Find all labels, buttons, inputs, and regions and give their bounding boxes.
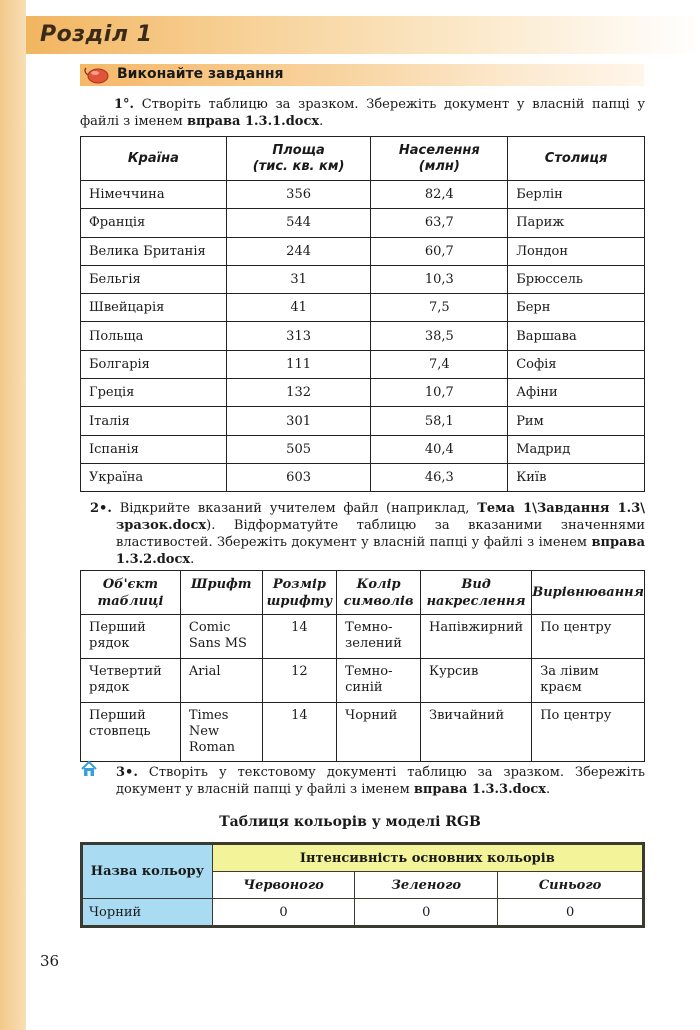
table-row — [81, 322, 645, 350]
header-area: Площа (тис. кв. км) — [226, 137, 371, 181]
task3-paragraph — [90, 764, 645, 798]
size-cell: 14 — [262, 703, 336, 762]
capital-cell: Мадрид — [508, 435, 645, 463]
color-cell: Темно-зелений — [337, 615, 421, 659]
color-cell: Темно-синій — [337, 659, 421, 703]
table-row — [81, 435, 645, 463]
header-country: Країна — [81, 137, 227, 181]
task3-number: 3•. — [116, 765, 138, 780]
align-cell: По центру — [532, 615, 645, 659]
header-capital: Столиця — [508, 137, 645, 181]
population-cell: 63,7 — [371, 209, 508, 237]
task1-text: Створіть таблицю за зразком. Збережіть документ у власній папці у файлі з іменем — [80, 97, 645, 129]
population-cell: 38,5 — [371, 322, 508, 350]
table-row — [81, 265, 645, 293]
population-cell: 40,4 — [371, 435, 508, 463]
population-cell: 10,3 — [371, 265, 508, 293]
chapter-title: Розділ 1 — [40, 22, 153, 47]
area-cell: 603 — [226, 463, 371, 491]
table-row — [81, 615, 645, 659]
task1-paragraph — [80, 96, 645, 130]
area-cell: 301 — [226, 407, 371, 435]
object-cell: Четвертий рядок — [81, 659, 181, 703]
size-cell: 14 — [262, 615, 336, 659]
header-color: Колір символів — [337, 571, 421, 615]
country-cell: Франція — [81, 209, 227, 237]
capital-cell: Лондон — [508, 237, 645, 265]
font-cell: Comic Sans MS — [180, 615, 262, 659]
font-cell: Times New Roman — [180, 703, 262, 762]
area-cell: 111 — [226, 350, 371, 378]
table-row — [81, 407, 645, 435]
table-row — [81, 350, 645, 378]
red-value-cell: 0 — [212, 899, 355, 927]
area-cell: 505 — [226, 435, 371, 463]
rgb-table-title: Таблиця кольорів у моделі RGB — [219, 814, 481, 830]
population-cell: 58,1 — [371, 407, 508, 435]
green-value-cell: 0 — [355, 899, 498, 927]
area-cell: 313 — [226, 322, 371, 350]
color-cell: Чорний — [337, 703, 421, 762]
task2-end: . — [190, 552, 195, 567]
red-header: Червоного — [212, 872, 355, 899]
task3-file: вправа 1.3.3.docx — [413, 782, 547, 797]
rgb-header-row — [82, 844, 644, 872]
capital-cell: Париж — [508, 209, 645, 237]
style-cell: Курсив — [421, 659, 532, 703]
formatting-table-header-row — [81, 571, 645, 615]
capital-cell: Берн — [508, 294, 645, 322]
population-cell: 46,3 — [371, 463, 508, 491]
task1-number: 1°. — [114, 97, 135, 112]
country-cell: Велика Британія — [81, 237, 227, 265]
task1-file: вправа 1.3.1.docx — [186, 114, 320, 129]
table-row — [81, 703, 645, 762]
task2-paragraph — [90, 500, 645, 568]
area-cell: 31 — [226, 265, 371, 293]
align-cell: За лівим краєм — [532, 659, 645, 703]
area-cell: 41 — [226, 294, 371, 322]
countries-table-header-row — [81, 137, 645, 181]
population-cell: 7,4 — [371, 350, 508, 378]
page-number: 36 — [40, 952, 60, 970]
formatting-table — [80, 570, 645, 762]
color-name-cell: Чорний — [82, 899, 213, 927]
intensity-header: Інтенсивність основних кольорів — [212, 844, 643, 872]
capital-cell: Берлін — [508, 181, 645, 209]
population-cell: 82,4 — [371, 181, 508, 209]
style-cell: Напівжирний — [421, 615, 532, 659]
green-header: Зеленого — [355, 872, 498, 899]
country-cell: Болгарія — [81, 350, 227, 378]
capital-cell: Афіни — [508, 379, 645, 407]
task1-end: . — [319, 114, 324, 129]
task2-file: вправа 1.3.2.docx — [116, 535, 645, 567]
header-object: Об'єкт таблиці — [81, 571, 181, 615]
task3-text: Створіть у текстовому документі таблицю за зразком. Збережіть документ у власній папці у файлі з іменем — [116, 765, 645, 797]
style-cell: Звичайний — [421, 703, 532, 762]
table-row — [81, 209, 645, 237]
capital-cell: Рим — [508, 407, 645, 435]
area-cell: 244 — [226, 237, 371, 265]
population-cell: 60,7 — [371, 237, 508, 265]
country-cell: Україна — [81, 463, 227, 491]
task2-path: Тема 1\Завдання 1.3\ зразок.docx — [116, 501, 645, 533]
table-row — [81, 463, 645, 491]
object-cell: Перший рядок — [81, 615, 181, 659]
country-cell: Польща — [81, 322, 227, 350]
header-font: Шрифт — [180, 571, 262, 615]
blue-value-cell: 0 — [498, 899, 644, 927]
capital-cell: Варшава — [508, 322, 645, 350]
header-population: Населення (млн) — [371, 137, 508, 181]
task-header-title: Виконайте завдання — [117, 66, 284, 82]
header-style: Вид накреслення — [421, 571, 532, 615]
area-cell: 544 — [226, 209, 371, 237]
table-row — [81, 237, 645, 265]
color-name-header: Назва кольору — [82, 844, 213, 899]
table-row — [81, 659, 645, 703]
header-align: Вирівнювання — [532, 571, 645, 615]
population-cell: 7,5 — [371, 294, 508, 322]
country-cell: Бельгія — [81, 265, 227, 293]
align-cell: По центру — [532, 703, 645, 762]
table-row — [81, 379, 645, 407]
rgb-table — [80, 842, 645, 928]
countries-table — [80, 136, 645, 492]
area-cell: 132 — [226, 379, 371, 407]
font-cell: Arial — [180, 659, 262, 703]
task3-end: . — [546, 782, 551, 797]
header-size: Розмір шрифту — [262, 571, 336, 615]
task2-text1: Відкрийте вказаний учителем файл (наприклад, — [119, 501, 470, 516]
table-row — [82, 899, 644, 927]
area-cell: 356 — [226, 181, 371, 209]
table-row — [81, 181, 645, 209]
country-cell: Іспанія — [81, 435, 227, 463]
task2-text2: ). Відформатуйте таблицю за вказаними значеннями властивостей. Збережіть документ у власній папці у файлі з іменем — [116, 518, 645, 550]
country-cell: Швейцарія — [81, 294, 227, 322]
country-cell: Німеччина — [81, 181, 227, 209]
capital-cell: Брюссель — [508, 265, 645, 293]
country-cell: Італія — [81, 407, 227, 435]
mouse-icon — [82, 65, 110, 85]
capital-cell: Київ — [508, 463, 645, 491]
table-row — [81, 294, 645, 322]
country-cell: Греція — [81, 379, 227, 407]
task2-number: 2•. — [90, 501, 112, 516]
page-edge-strip — [0, 0, 26, 1030]
size-cell: 12 — [262, 659, 336, 703]
object-cell: Перший стовпець — [81, 703, 181, 762]
blue-header: Синього — [498, 872, 644, 899]
capital-cell: Софія — [508, 350, 645, 378]
population-cell: 10,7 — [371, 379, 508, 407]
